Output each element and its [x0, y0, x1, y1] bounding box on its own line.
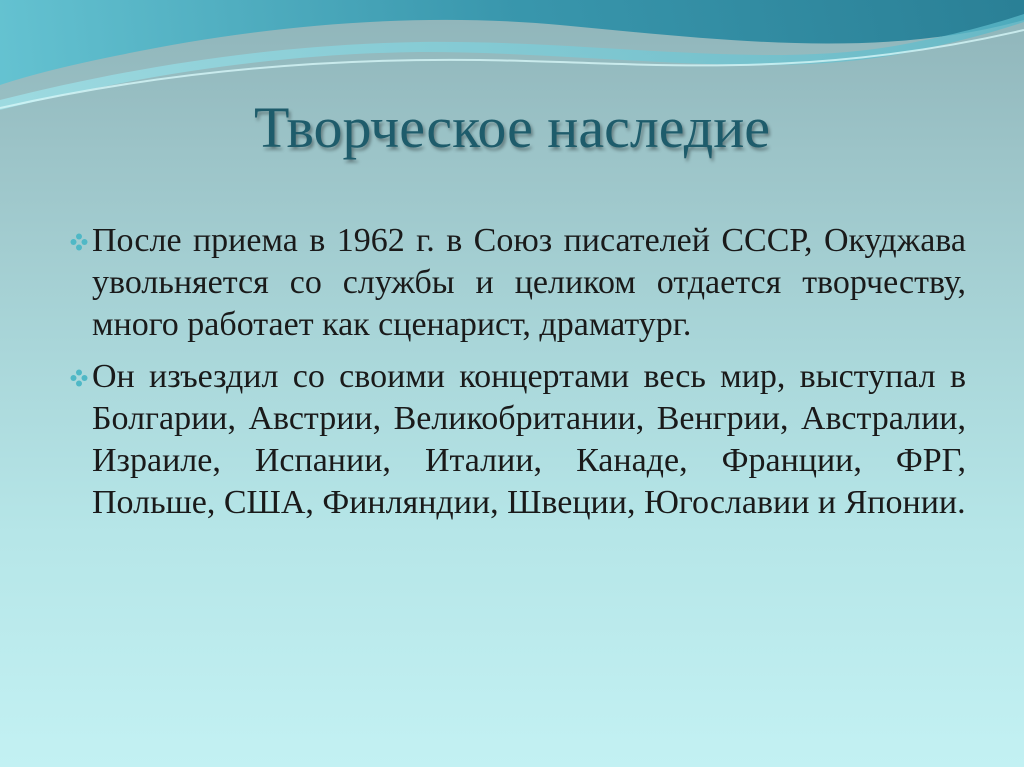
diamond-bullet-icon: [70, 233, 88, 251]
diamond-bullet-icon: [70, 369, 88, 387]
list-item-text: Он изъездил со своими концертами весь мир, выступал в Болгарии, Австрии, Великобритании, Венгрии, Австралии, Израиле, Испании, Италии, Канаде, Франции, ФРГ, Польше, США, Финляндии, Швеции, Югославии и Японии.: [92, 358, 966, 521]
list-item: [70, 356, 966, 524]
bullet-list: [70, 220, 966, 534]
list-item-text: После приема в 1962 г. в Союз писателей СССР, Окуджава увольняется со службы и целиком отдается творчеству, много работает как сценарист, драматург.: [92, 222, 966, 343]
list-item: [70, 220, 966, 346]
slide-title: Творческое наследие: [253, 95, 771, 160]
